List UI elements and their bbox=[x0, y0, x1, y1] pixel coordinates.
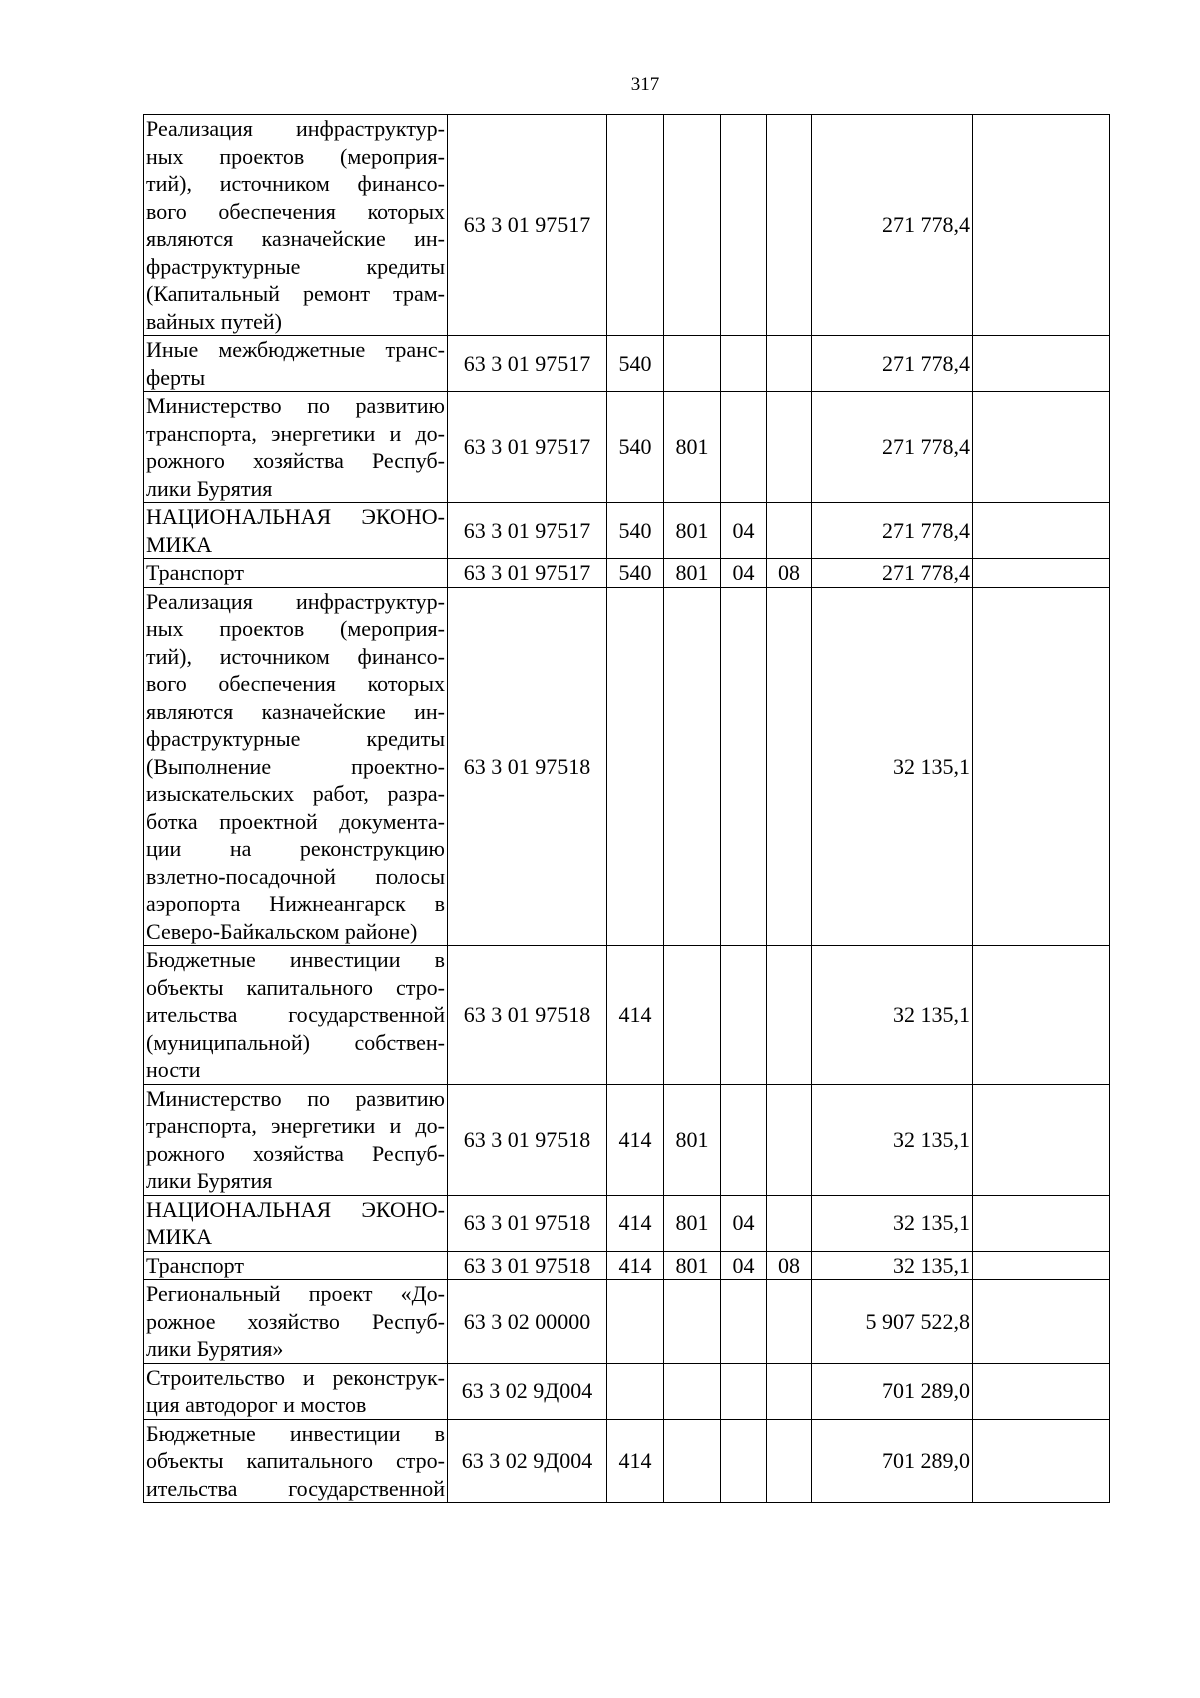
row-name-line: Транспорт bbox=[146, 1252, 245, 1278]
amount-value: 5 907 522,8 bbox=[812, 1280, 973, 1364]
amount-value: 271 778,4 bbox=[812, 115, 973, 336]
extra-value bbox=[973, 1419, 1110, 1503]
amount-value: 32 135,1 bbox=[812, 1084, 973, 1195]
extra-value bbox=[973, 946, 1110, 1085]
row-name-line: Северо-Байкальском районе) bbox=[146, 918, 418, 944]
target-article-code: 63 3 01 97518 bbox=[448, 1084, 607, 1195]
row-name-line: (муниципальной) собствен- bbox=[146, 1029, 445, 1055]
row-name-line: Реализация инфраструктур- bbox=[146, 588, 445, 614]
subsection-code bbox=[767, 336, 812, 392]
subsection-code bbox=[767, 1419, 812, 1503]
row-name-line: Бюджетные инвестиции в bbox=[146, 1420, 445, 1446]
row-name-line: аэропорта Нижнеангарск в bbox=[146, 891, 445, 916]
subsection-code bbox=[767, 587, 812, 946]
section-code bbox=[721, 1280, 767, 1364]
amount-value: 271 778,4 bbox=[812, 392, 973, 503]
ministry-code: 801 bbox=[664, 1251, 721, 1280]
table-row bbox=[144, 559, 1110, 588]
table-row bbox=[144, 1363, 1110, 1419]
subsection-code bbox=[767, 392, 812, 503]
subsection-code bbox=[767, 503, 812, 559]
extra-value bbox=[973, 336, 1110, 392]
row-name-line: ция автодорог и мостов bbox=[146, 1392, 367, 1417]
extra-value bbox=[973, 587, 1110, 946]
row-name-line: ных проектов (мероприя- bbox=[146, 143, 445, 169]
subsection-code bbox=[767, 1084, 812, 1195]
expense-type-code: 414 bbox=[607, 1419, 664, 1503]
subsection-code bbox=[767, 1280, 812, 1364]
row-name-line: Транспорт bbox=[146, 560, 245, 585]
ministry-code bbox=[664, 946, 721, 1085]
row-name-line: вого обеспечения которых bbox=[146, 198, 445, 224]
table-row bbox=[144, 115, 1110, 336]
row-name-line: НАЦИОНАЛЬНАЯ ЭКОНО- bbox=[146, 504, 445, 529]
row-name-line: Иные межбюджетные транс- bbox=[146, 337, 445, 362]
row-name bbox=[144, 587, 448, 946]
amount-value: 271 778,4 bbox=[812, 336, 973, 392]
row-name-line: ительства государственной bbox=[146, 1002, 445, 1027]
subsection-code bbox=[767, 1195, 812, 1251]
section-code bbox=[721, 587, 767, 946]
table-row bbox=[144, 1195, 1110, 1251]
section-code: 04 bbox=[721, 503, 767, 559]
expense-type-code: 414 bbox=[607, 946, 664, 1085]
expense-type-code bbox=[607, 115, 664, 336]
row-name-line: рожное хозяйство Респуб- bbox=[146, 1308, 445, 1334]
extra-value bbox=[973, 1084, 1110, 1195]
table-row bbox=[144, 587, 1110, 946]
row-name-line: вайных путей) bbox=[146, 308, 282, 334]
expense-type-code: 414 bbox=[607, 1084, 664, 1195]
expense-type-code: 414 bbox=[607, 1195, 664, 1251]
row-name-line: рожного хозяйства Респуб- bbox=[146, 448, 445, 473]
target-article-code: 63 3 01 97517 bbox=[448, 503, 607, 559]
section-code bbox=[721, 392, 767, 503]
amount-value: 32 135,1 bbox=[812, 1195, 973, 1251]
ministry-code bbox=[664, 587, 721, 946]
row-name-line: изыскательских работ, разра- bbox=[146, 781, 445, 806]
row-name-line: ных проектов (мероприя- bbox=[146, 616, 445, 641]
extra-value bbox=[973, 559, 1110, 588]
expense-type-code bbox=[607, 1363, 664, 1419]
amount-value: 32 135,1 bbox=[812, 1251, 973, 1280]
table-row bbox=[144, 392, 1110, 503]
row-name bbox=[144, 1363, 448, 1419]
amount-value: 271 778,4 bbox=[812, 503, 973, 559]
subsection-code bbox=[767, 1363, 812, 1419]
row-name bbox=[144, 1084, 448, 1195]
amount-value: 271 778,4 bbox=[812, 559, 973, 588]
subsection-code bbox=[767, 946, 812, 1085]
expense-type-code: 540 bbox=[607, 559, 664, 588]
row-name bbox=[144, 336, 448, 392]
row-name-line: являются казначейские ин- bbox=[146, 226, 445, 251]
row-name-line: фраструктурные кредиты bbox=[146, 253, 445, 279]
row-name-line: объекты капитального стро- bbox=[146, 974, 445, 1000]
row-name-line: ферты bbox=[146, 364, 206, 390]
target-article-code: 63 3 01 97517 bbox=[448, 392, 607, 503]
row-name-line: Строительство и реконструк- bbox=[146, 1364, 445, 1390]
row-name bbox=[144, 946, 448, 1085]
row-name-line: (Капитальный ремонт трам- bbox=[146, 281, 445, 306]
amount-value: 32 135,1 bbox=[812, 587, 973, 946]
row-name-line: Бюджетные инвестиции в bbox=[146, 947, 445, 972]
section-code bbox=[721, 1084, 767, 1195]
ministry-code bbox=[664, 336, 721, 392]
table-row bbox=[144, 1084, 1110, 1195]
row-name-line: лики Бурятия bbox=[146, 475, 273, 501]
row-name-line: лики Бурятия bbox=[146, 1168, 273, 1193]
amount-value: 32 135,1 bbox=[812, 946, 973, 1085]
row-name-line: транспорта, энергетики и до- bbox=[146, 420, 445, 446]
row-name bbox=[144, 392, 448, 503]
target-article-code: 63 3 02 9Д004 bbox=[448, 1419, 607, 1503]
row-name-line: МИКА bbox=[146, 1224, 213, 1249]
ministry-code: 801 bbox=[664, 1195, 721, 1251]
extra-value bbox=[973, 503, 1110, 559]
table-row bbox=[144, 946, 1110, 1085]
section-code bbox=[721, 1363, 767, 1419]
target-article-code: 63 3 01 97517 bbox=[448, 115, 607, 336]
target-article-code: 63 3 01 97518 bbox=[448, 587, 607, 946]
expense-type-code: 540 bbox=[607, 336, 664, 392]
row-name-line: рожного хозяйства Респуб- bbox=[146, 1140, 445, 1166]
extra-value bbox=[973, 1195, 1110, 1251]
row-name-line: (Выполнение проектно- bbox=[146, 753, 445, 779]
target-article-code: 63 3 02 9Д004 bbox=[448, 1363, 607, 1419]
section-code bbox=[721, 115, 767, 336]
section-code bbox=[721, 946, 767, 1085]
row-name bbox=[144, 559, 448, 588]
amount-value: 701 289,0 bbox=[812, 1363, 973, 1419]
expense-type-code: 540 bbox=[607, 392, 664, 503]
row-name-line: тий), источником финансо- bbox=[146, 643, 445, 669]
extra-value bbox=[973, 392, 1110, 503]
table-row bbox=[144, 503, 1110, 559]
table-row bbox=[144, 1251, 1110, 1280]
target-article-code: 63 3 01 97517 bbox=[448, 336, 607, 392]
row-name-line: ности bbox=[146, 1057, 201, 1082]
row-name bbox=[144, 1251, 448, 1280]
row-name-line: транспорта, энергетики и до- bbox=[146, 1113, 445, 1138]
subsection-code bbox=[767, 115, 812, 336]
extra-value bbox=[973, 1251, 1110, 1280]
ministry-code bbox=[664, 1280, 721, 1364]
target-article-code: 63 3 01 97518 bbox=[448, 1195, 607, 1251]
row-name bbox=[144, 115, 448, 336]
row-name-line: взлетно-посадочной полосы bbox=[146, 863, 445, 889]
row-name bbox=[144, 503, 448, 559]
row-name-line: НАЦИОНАЛЬНАЯ ЭКОНО- bbox=[146, 1196, 445, 1222]
row-name-line: лики Бурятия» bbox=[146, 1336, 284, 1361]
target-article-code: 63 3 01 97517 bbox=[448, 559, 607, 588]
subsection-code: 08 bbox=[767, 559, 812, 588]
section-code bbox=[721, 336, 767, 392]
target-article-code: 63 3 01 97518 bbox=[448, 1251, 607, 1280]
budget-table-body bbox=[144, 115, 1110, 1503]
amount-value: 701 289,0 bbox=[812, 1419, 973, 1503]
expense-type-code: 540 bbox=[607, 503, 664, 559]
table-row bbox=[144, 1419, 1110, 1503]
row-name-line: ботка проектной документа- bbox=[146, 808, 445, 834]
ministry-code bbox=[664, 1363, 721, 1419]
table-row bbox=[144, 1280, 1110, 1364]
ministry-code: 801 bbox=[664, 392, 721, 503]
row-name-line: ции на реконструкцию bbox=[146, 836, 445, 861]
section-code: 04 bbox=[721, 559, 767, 588]
row-name-line: Министерство по развитию bbox=[146, 393, 445, 418]
subsection-code: 08 bbox=[767, 1251, 812, 1280]
table-row bbox=[144, 336, 1110, 392]
row-name bbox=[144, 1280, 448, 1364]
row-name-line: вого обеспечения которых bbox=[146, 671, 445, 696]
target-article-code: 63 3 02 00000 bbox=[448, 1280, 607, 1364]
row-name-line: тий), источником финансо- bbox=[146, 171, 445, 196]
section-code: 04 bbox=[721, 1195, 767, 1251]
row-name-line: фраструктурные кредиты bbox=[146, 726, 445, 751]
extra-value bbox=[973, 1363, 1110, 1419]
expense-type-code: 414 bbox=[607, 1251, 664, 1280]
expense-type-code bbox=[607, 587, 664, 946]
ministry-code: 801 bbox=[664, 1084, 721, 1195]
row-name-line: Министерство по развитию bbox=[146, 1085, 445, 1111]
row-name-line: Региональный проект «До- bbox=[146, 1281, 445, 1306]
extra-value bbox=[973, 1280, 1110, 1364]
expense-type-code bbox=[607, 1280, 664, 1364]
section-code bbox=[721, 1419, 767, 1503]
row-name-line: объекты капитального стро- bbox=[146, 1448, 445, 1473]
ministry-code: 801 bbox=[664, 503, 721, 559]
target-article-code: 63 3 01 97518 bbox=[448, 946, 607, 1085]
row-name-line: являются казначейские ин- bbox=[146, 698, 445, 724]
extra-value bbox=[973, 115, 1110, 336]
ministry-code bbox=[664, 1419, 721, 1503]
row-name bbox=[144, 1419, 448, 1503]
ministry-code: 801 bbox=[664, 559, 721, 588]
section-code: 04 bbox=[721, 1251, 767, 1280]
row-name-line: ительства государственной bbox=[146, 1475, 445, 1501]
row-name bbox=[144, 1195, 448, 1251]
ministry-code bbox=[664, 115, 721, 336]
budget-table bbox=[143, 114, 1110, 1503]
row-name-line: МИКА bbox=[146, 531, 213, 557]
row-name-line: Реализация инфраструктур- bbox=[146, 116, 445, 141]
page-number: 317 bbox=[630, 74, 660, 95]
